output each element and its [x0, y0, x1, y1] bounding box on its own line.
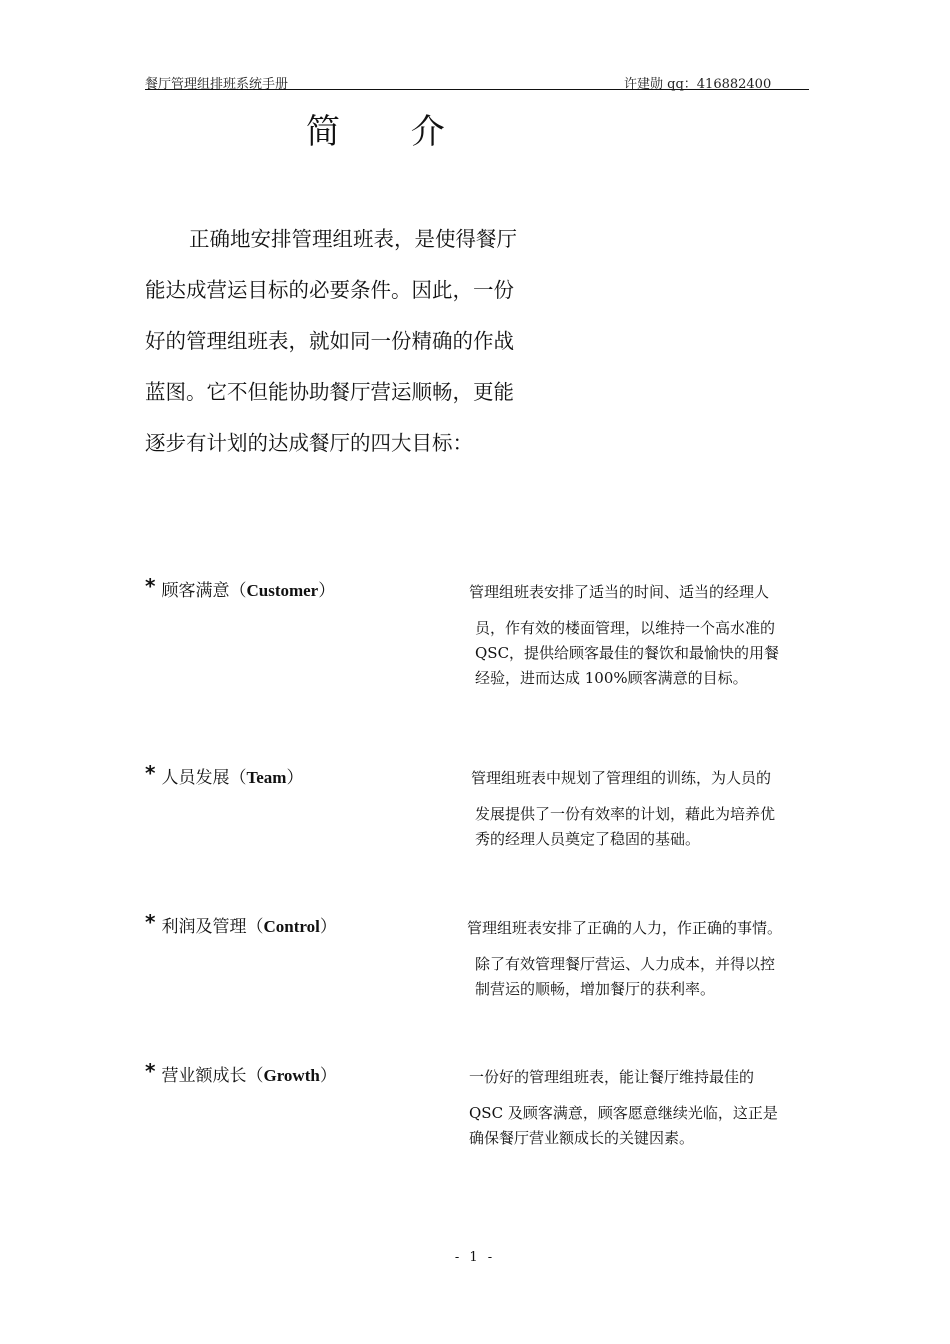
description-line: 除了有效管理餐厅营运、人力成本，并得以控 [475, 955, 776, 973]
header-rule [145, 89, 809, 90]
description-line: QSC，提供给顾客最佳的餐饮和最愉快的用餐 [475, 644, 780, 662]
running-header-author: 许建勋 qq：416882400 [624, 77, 772, 92]
intro-line: 蓝图。它不但能协助餐厅营运顺畅，更能 [145, 380, 514, 404]
goal-label-close: ） [319, 1066, 337, 1086]
intro-line: 正确地安排管理组班表，是使得餐厅 [189, 227, 517, 251]
bullet-asterisk: * [145, 910, 156, 934]
page-number: - 1 - [454, 1250, 496, 1265]
goal-control-label [145, 910, 337, 937]
intro-line: 好的管理组班表，就如同一份精确的作战 [145, 329, 514, 353]
goal-growth-label [145, 1059, 337, 1086]
bullet-asterisk: * [145, 574, 156, 598]
goal-label-en: Team [246, 768, 287, 787]
intro-line: 能达成营运目标的必要条件。因此，一份 [145, 278, 514, 302]
goal-label-en: Customer [246, 581, 319, 600]
description-line: 确保餐厅营业额成长的关键因素。 [469, 1129, 695, 1147]
goal-customer-label [145, 574, 335, 601]
description-line: 发展提供了一份有效率的计划，藉此为培养优 [475, 805, 776, 823]
description-line: 经验，进而达成 100%顾客满意的目标。 [475, 669, 748, 687]
bullet-asterisk: * [145, 761, 156, 785]
goal-label-close: ） [286, 768, 304, 788]
intro-line: 逐步有计划的达成餐厅的四大目标： [145, 431, 473, 455]
goal-team-label [145, 761, 303, 788]
goal-label-text: 营业额成长（ [161, 1066, 264, 1086]
description-line: 一份好的管理组班表，能让餐厅维持最佳的 [469, 1068, 755, 1086]
goal-label-text: 人员发展（ [161, 768, 247, 788]
page-title: 简 介 [306, 112, 475, 152]
description-line: 秀的经理人员奠定了稳固的基础。 [475, 830, 701, 848]
goal-label-close: ） [319, 917, 337, 937]
intro-paragraph [145, 214, 565, 469]
description-line: 管理组班表安排了正确的人力，作正确的事情。 [467, 919, 783, 937]
description-line: 制营运的顺畅，增加餐厅的获利率。 [475, 980, 716, 998]
description-line: 管理组班表安排了适当的时间、适当的经理人 [469, 583, 770, 601]
description-line: 员，作有效的楼面管理，以维持一个高水准的 [475, 619, 776, 637]
bullet-asterisk: * [145, 1059, 156, 1083]
description-line: 管理组班表中规划了管理组的训练，为人员的 [471, 769, 772, 787]
goal-label-text: 顾客满意（ [161, 581, 247, 601]
running-header-title: 餐厅管理组排班系统手册 [145, 77, 289, 92]
goal-label-en: Growth [263, 1066, 320, 1085]
goal-label-text: 利润及管理（ [161, 917, 264, 937]
goal-label-close: ） [318, 581, 336, 601]
goal-label-en: Control [263, 917, 320, 936]
description-line: QSC 及顾客满意，顾客愿意继续光临，这正是 [469, 1104, 778, 1122]
